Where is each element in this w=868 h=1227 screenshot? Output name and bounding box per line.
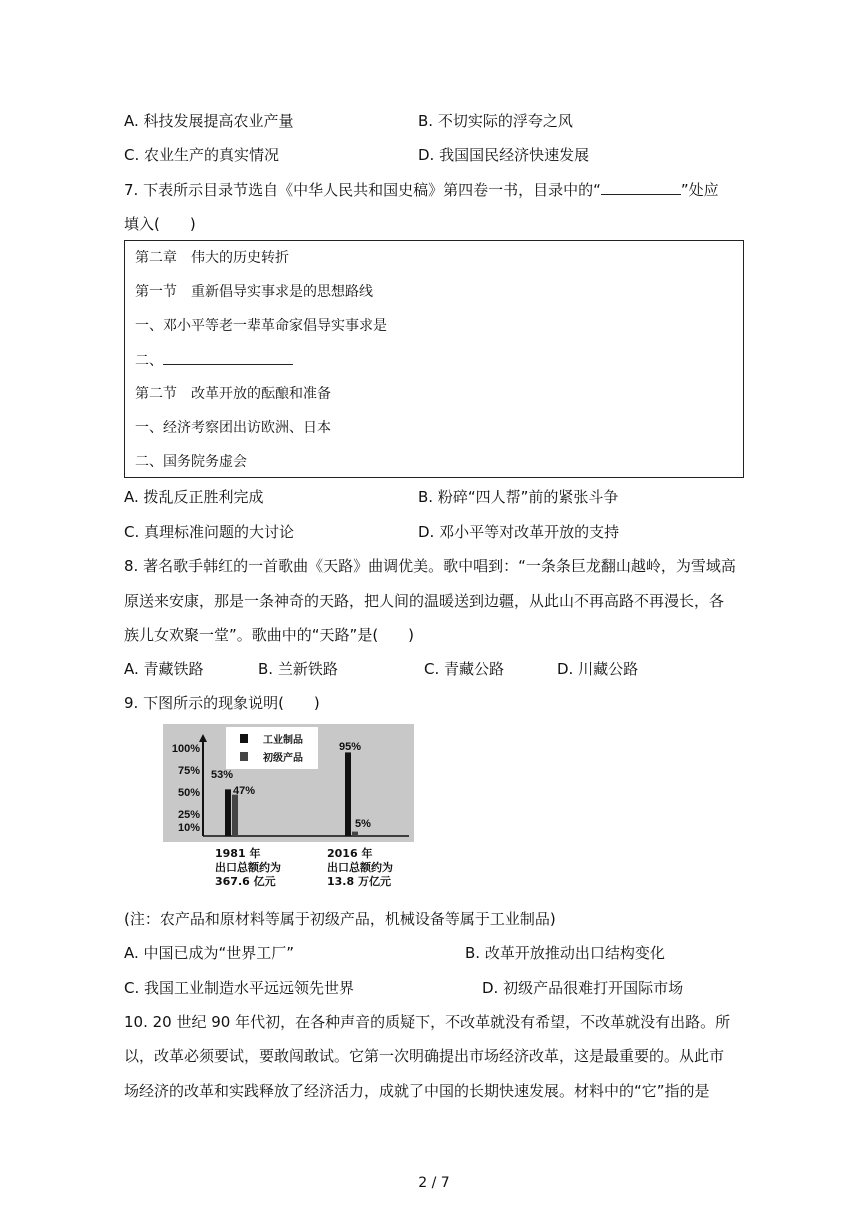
legend-swatch-primary bbox=[240, 752, 248, 761]
bar-industrial bbox=[345, 752, 351, 836]
q8-option-d: D. 川藏公路 bbox=[557, 660, 639, 678]
table-row: 第一节 重新倡导实事求是的思想路线 bbox=[135, 284, 373, 300]
export-structure-chart bbox=[163, 724, 414, 842]
q9-stem: 9. 下图所示的现象说明( ) bbox=[124, 694, 320, 712]
data-label: 47% bbox=[233, 785, 256, 797]
q10-line2: 以，改革必须要试，要敢闯敢试。它第一次明确提出市场经济改革，这是最重要的。从此市 bbox=[124, 1047, 725, 1065]
q9-option-d: D. 初级产品很难打开国际市场 bbox=[482, 979, 684, 997]
x-caption-line: 13.8 万亿元 bbox=[327, 875, 391, 888]
data-label: 95% bbox=[339, 741, 362, 753]
table-row: 第二节 改革开放的酝酿和准备 bbox=[135, 386, 331, 402]
q7-stem-part2: ”处应 bbox=[680, 181, 719, 199]
x-caption-1981 bbox=[215, 847, 281, 889]
q9-option-b: B. 改革开放推动出口结构变化 bbox=[465, 944, 665, 962]
q7-option-a: A. 拨乱反正胜利完成 bbox=[124, 488, 264, 506]
q6-option-d: D. 我国国民经济快速发展 bbox=[418, 146, 590, 164]
data-label: 5% bbox=[355, 818, 371, 830]
x-caption-line: 出口总额约为 bbox=[215, 861, 281, 874]
table-row-label: 二、 bbox=[135, 353, 163, 369]
q7-answer-blank bbox=[601, 194, 681, 195]
q7-stem-part1: 7. 下表所示目录节选自《中华人民共和国史稿》第四卷一书，目录中的“ bbox=[124, 181, 601, 199]
bar-industrial bbox=[225, 789, 231, 836]
q6-option-b: B. 不切实际的浮夸之风 bbox=[418, 112, 573, 130]
x-caption-line: 367.6 亿元 bbox=[215, 875, 276, 888]
table-row: 第二章 伟大的历史转折 bbox=[135, 250, 289, 266]
q6-option-c: C. 农业生产的真实情况 bbox=[124, 146, 280, 164]
q9-option-a: A. 中国已成为“世界工厂” bbox=[124, 944, 295, 962]
q7-contents-table bbox=[124, 240, 744, 478]
table-row bbox=[135, 350, 293, 371]
q6-option-a: A. 科技发展提高农业产量 bbox=[124, 112, 294, 130]
q9-note: (注：农产品和原材料等属于初级产品，机械设备等属于工业制品) bbox=[124, 910, 556, 928]
q10-line3: 场经济的改革和实践释放了经济活力，成就了中国的长期快速发展。材料中的“它”指的是 bbox=[124, 1082, 710, 1100]
y-tick-label: 75% bbox=[177, 765, 200, 777]
q7-stem-line1 bbox=[124, 180, 719, 200]
x-caption-2016 bbox=[327, 847, 393, 889]
q8-option-a: A. 青藏铁路 bbox=[124, 660, 204, 678]
y-tick-label: 10% bbox=[177, 822, 200, 835]
legend-swatch-industrial bbox=[240, 734, 248, 743]
table-row: 二、国务院务虚会 bbox=[135, 454, 247, 470]
q8-line3: 族儿女欢聚一堂”。歌曲中的“天路”是( ) bbox=[124, 626, 415, 644]
page-number: 2 / 7 bbox=[418, 1175, 450, 1191]
x-caption-line: 2016 年 bbox=[327, 847, 373, 860]
q8-line1: 8. 著名歌手韩红的一首歌曲《天路》曲调优美。歌中唱到：“一条条巨龙翻山越岭，为雪域高 bbox=[124, 557, 736, 575]
table-blank bbox=[163, 350, 293, 365]
x-caption-line: 出口总额约为 bbox=[327, 861, 393, 874]
table-row: 一、经济考察团出访欧洲、日本 bbox=[135, 420, 331, 436]
bar-primary bbox=[232, 795, 238, 836]
q10-line1: 10. 20 世纪 90 年代初，在各种声音的质疑下，不改革就没有希望，不改革就没有出路。所 bbox=[124, 1013, 731, 1031]
y-tick-label: 25% bbox=[177, 809, 200, 821]
table-row: 一、邓小平等老一辈革命家倡导实事求是 bbox=[135, 318, 387, 334]
q8-option-b: B. 兰新铁路 bbox=[258, 660, 338, 678]
legend-label-primary: 初级产品 bbox=[263, 753, 303, 764]
q7-option-c: C. 真理标准问题的大讨论 bbox=[124, 523, 295, 541]
q8-option-c: C. 青藏公路 bbox=[424, 660, 505, 678]
y-tick-label: 50% bbox=[177, 787, 200, 799]
legend-label-industrial: 工业制品 bbox=[263, 735, 303, 746]
y-axis-arrow bbox=[199, 734, 207, 742]
chart-svg bbox=[163, 724, 414, 842]
data-label: 53% bbox=[211, 769, 234, 781]
q7-option-b: B. 粉碎“四人帮”前的紧张斗争 bbox=[418, 488, 619, 506]
x-caption-line: 1981 年 bbox=[215, 847, 261, 860]
q9-option-c: C. 我国工业制造水平远远领先世界 bbox=[124, 979, 355, 997]
q7-option-d: D. 邓小平等对改革开放的支持 bbox=[418, 523, 620, 541]
q7-stem-line2: 填入( ) bbox=[124, 215, 196, 233]
y-tick-label: 100% bbox=[171, 743, 200, 755]
bar-primary bbox=[352, 832, 358, 836]
q8-line2: 原送来安康，那是一条神奇的天路，把人间的温暖送到边疆，从此山不再高路不再漫长，各 bbox=[124, 592, 725, 610]
